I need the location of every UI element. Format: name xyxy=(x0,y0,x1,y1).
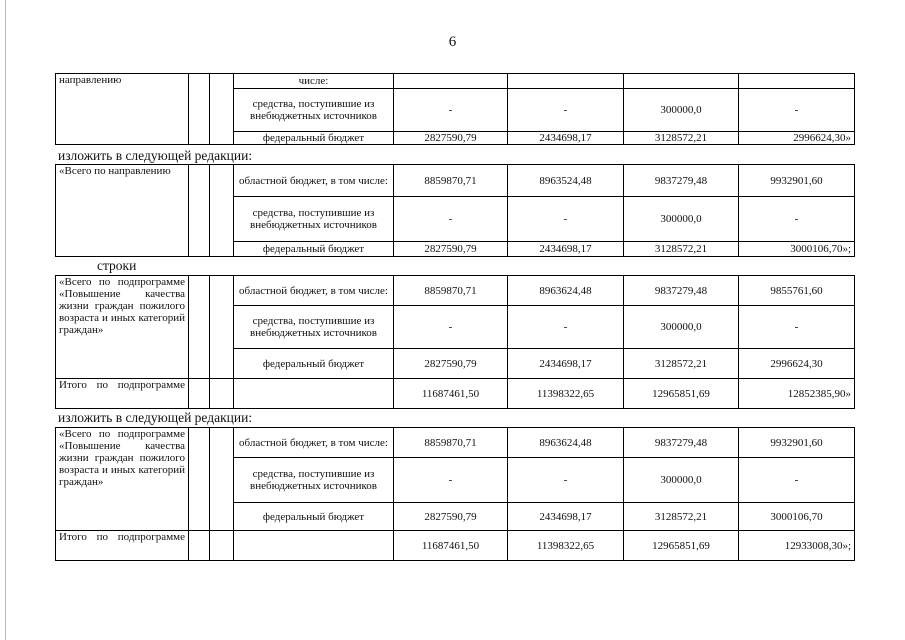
source-label: числе: xyxy=(234,74,394,89)
source-label: федеральный бюджет xyxy=(234,242,394,257)
source-label: федеральный бюджет xyxy=(234,132,394,145)
value-cell: 300000,0 xyxy=(624,458,739,503)
value-cell: 12965851,69 xyxy=(624,379,739,409)
value-cell: - xyxy=(739,306,855,349)
value-cell: 8859870,71 xyxy=(394,428,508,458)
value-cell: 8963624,48 xyxy=(508,428,624,458)
value-cell: - xyxy=(739,89,855,132)
value-cell: 2827590,79 xyxy=(394,242,508,257)
value-cell: 3128572,21 xyxy=(624,349,739,379)
table-row xyxy=(56,276,855,306)
value-cell: 9855761,60 xyxy=(739,276,855,306)
source-label: средства, поступившие из внебюджетных источников xyxy=(234,306,394,349)
value-cell: 3000106,70»; xyxy=(739,242,855,257)
scan-edge-line xyxy=(5,0,6,640)
value-cell: - xyxy=(394,89,508,132)
source-label: средства, поступившие из внебюджетных источников xyxy=(234,458,394,503)
row-label: «Всего по направлению xyxy=(56,165,189,257)
value-cell: 12965851,69 xyxy=(624,531,739,561)
value-cell: - xyxy=(394,306,508,349)
value-cell: 3128572,21 xyxy=(624,503,739,531)
instruction-text: изложить в следующей редакции: xyxy=(58,148,253,163)
value-cell: 3128572,21 xyxy=(624,132,739,145)
value-cell: 3000106,70 xyxy=(739,503,855,531)
instruction-text: строки xyxy=(97,258,137,273)
value-cell: 2827590,79 xyxy=(394,349,508,379)
value-cell: - xyxy=(508,458,624,503)
table-section-1 xyxy=(55,73,855,145)
value-cell: 11687461,50 xyxy=(394,531,508,561)
row-label: направлению xyxy=(56,74,189,145)
source-label: федеральный бюджет xyxy=(234,503,394,531)
table-row xyxy=(56,428,855,458)
value-cell: 9837279,48 xyxy=(624,428,739,458)
value-cell: - xyxy=(394,458,508,503)
value-cell: 2434698,17 xyxy=(508,132,624,145)
value-cell: 8859870,71 xyxy=(394,165,508,197)
value-cell: - xyxy=(508,197,624,242)
source-label: федеральный бюджет xyxy=(234,349,394,379)
row-label: «Всего по подпрограмме «Повышение качества жизни граждан пожилого возраста и иных категорий граждан» xyxy=(56,276,189,379)
value-cell: 11398322,65 xyxy=(508,379,624,409)
value-cell: 2996624,30 xyxy=(739,349,855,379)
value-cell: 9932901,60 xyxy=(739,165,855,197)
table-row xyxy=(56,165,855,197)
source-label: средства, поступившие из внебюджетных источников xyxy=(234,197,394,242)
table-section-2 xyxy=(55,164,855,257)
value-cell: 300000,0 xyxy=(624,197,739,242)
value-cell: - xyxy=(739,197,855,242)
row-label: «Всего по подпрограмме «Повышение качества жизни граждан пожилого возраста и иных категорий граждан» xyxy=(56,428,189,531)
value-cell: 2434698,17 xyxy=(508,242,624,257)
table-row xyxy=(56,74,855,89)
value-cell: 9932901,60 xyxy=(739,428,855,458)
source-label: средства, поступившие из внебюджетных источников xyxy=(234,89,394,132)
source-label: областной бюджет, в том числе: xyxy=(234,428,394,458)
value-cell: - xyxy=(394,197,508,242)
value-cell: 3128572,21 xyxy=(624,242,739,257)
value-cell: 2434698,17 xyxy=(508,349,624,379)
table-section-3 xyxy=(55,275,855,409)
row-label: Итого по подпрограмме xyxy=(56,379,189,409)
value-cell: 2827590,79 xyxy=(394,132,508,145)
table-row xyxy=(56,531,855,561)
value-cell: 9837279,48 xyxy=(624,165,739,197)
table-row xyxy=(56,379,855,409)
value-cell: 2996624,30» xyxy=(739,132,855,145)
value-cell: 2434698,17 xyxy=(508,503,624,531)
value-cell: 12852385,90» xyxy=(739,379,855,409)
value-cell: 9837279,48 xyxy=(624,276,739,306)
row-label: Итого по подпрограмме xyxy=(56,531,189,561)
page-number: 6 xyxy=(448,34,457,50)
value-cell: 12933008,30»; xyxy=(739,531,855,561)
table-section-4 xyxy=(55,427,855,561)
value-cell: 300000,0 xyxy=(624,306,739,349)
source-label: областной бюджет, в том числе: xyxy=(234,165,394,197)
value-cell: 8963624,48 xyxy=(508,276,624,306)
value-cell: - xyxy=(739,458,855,503)
value-cell: 11398322,65 xyxy=(508,531,624,561)
value-cell: 11687461,50 xyxy=(394,379,508,409)
value-cell: 8963524,48 xyxy=(508,165,624,197)
instruction-text: изложить в следующей редакции: xyxy=(58,410,253,425)
value-cell: - xyxy=(508,89,624,132)
source-label: областной бюджет, в том числе: xyxy=(234,276,394,306)
value-cell: 2827590,79 xyxy=(394,503,508,531)
value-cell: 8859870,71 xyxy=(394,276,508,306)
value-cell: 300000,0 xyxy=(624,89,739,132)
value-cell: - xyxy=(508,306,624,349)
